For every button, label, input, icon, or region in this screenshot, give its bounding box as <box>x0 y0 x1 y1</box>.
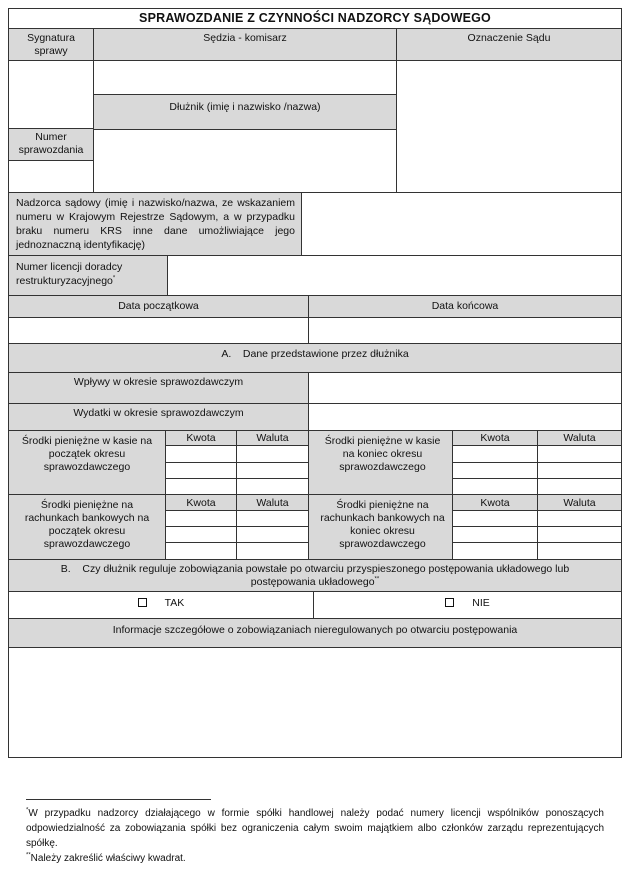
inflows-input[interactable] <box>308 372 622 404</box>
yes-label: TAK <box>164 597 185 609</box>
details-label-cell <box>8 618 622 648</box>
no-checkbox[interactable] <box>445 598 454 607</box>
cash-start-register-label: Środki pieniężne w kasie na początek okresu sprawozdawczego <box>21 435 153 473</box>
license-input[interactable] <box>167 255 622 296</box>
cash-end-register-amount-1[interactable] <box>452 445 538 463</box>
currency-header: Waluta <box>256 432 289 444</box>
cash-start-register-amount-2[interactable] <box>165 462 237 479</box>
report-number-label: Numer sprawozdania <box>18 131 84 156</box>
cash-end-bank-amount-3[interactable] <box>452 542 538 560</box>
cash-end-register-currency-1[interactable] <box>537 445 622 463</box>
date-start-input[interactable] <box>8 317 309 344</box>
supervisor-label-cell <box>8 192 302 256</box>
section-b-label: B. Czy dłużnik reguluje zobowiązania powstałe po otwarciu przyspieszonego postępowania układowego lub postępowania układowego <box>60 563 573 588</box>
cash-end-register-currency-3[interactable] <box>537 478 622 495</box>
footnote-1-text: W przypadku nadzorcy działającego w formie spółki handlowej należy podać numery licencji wspólników ponoszących odpowiedzialność za zobowiązania spółki bez ograniczenia całym swoim majątkiem albo członków zarządu reprezentujących spółkę. <box>26 808 604 849</box>
cash-start-register-amount-1[interactable] <box>165 445 237 463</box>
title-cell <box>8 8 622 29</box>
report-number-label-cell <box>8 128 94 161</box>
details-label: Informacje szczegółowe o zobowiązaniach nieregulowanych po otwarciu postępowania <box>112 624 518 636</box>
form-title: SPRAWOZDANIE Z CZYNNOŚCI NADZORCY SĄDOWEGO <box>139 11 491 25</box>
section-b-header <box>8 559 622 592</box>
cash-start-register-currency-1[interactable] <box>236 445 309 463</box>
expenses-label-cell <box>8 403 309 431</box>
judge-label-cell <box>93 28 397 61</box>
supervisor-input[interactable] <box>301 192 622 256</box>
report-form <box>8 8 622 758</box>
judge-label: Sędzia - komisarz <box>203 32 287 44</box>
amount-header: Kwota <box>186 497 216 509</box>
cash-start-bank-amount-2[interactable] <box>165 526 237 543</box>
currency-header: Waluta <box>563 432 596 444</box>
judge-input[interactable] <box>93 60 397 95</box>
details-input[interactable] <box>8 647 622 758</box>
case-signature-label: Sygnatura sprawy <box>27 32 75 57</box>
inflows-label: Wpływy w okresie sprawozdawczym <box>73 376 244 388</box>
cash-start-register-currency-3[interactable] <box>236 478 309 495</box>
license-label-text: Numer licencji doradcy restrukturyzacyjnego <box>16 261 123 287</box>
expenses-input[interactable] <box>308 403 622 431</box>
cash-start-register-label-cell <box>8 430 166 495</box>
section-b-footnote-mark: ** <box>374 576 380 583</box>
footnote-2-text: Należy zakreślić właściwy kwadrat. <box>30 853 186 864</box>
debtor-label-cell <box>93 94 397 130</box>
cash-start-bank-amount-3[interactable] <box>165 542 237 560</box>
cash-start-bank-currency-1[interactable] <box>236 510 309 527</box>
license-label <box>16 260 163 288</box>
section-b-question <box>49 563 581 589</box>
cash-start-bank-label-cell <box>8 494 166 560</box>
license-label-cell <box>8 255 168 296</box>
cash-end-bank-label-cell <box>308 494 453 560</box>
footnote-2 <box>26 851 604 866</box>
inflows-label-cell <box>8 372 309 404</box>
section-a-header <box>8 343 622 373</box>
no-label: NIE <box>472 597 490 609</box>
amount-header: Kwota <box>186 432 216 444</box>
cash-start-bank-currency-3[interactable] <box>236 542 309 560</box>
cash-start-register-currency-2[interactable] <box>236 462 309 479</box>
debtor-label: Dłużnik (imię i nazwisko /nazwa) <box>169 101 321 113</box>
cash-end-register-amount-3[interactable] <box>452 478 538 495</box>
court-input[interactable] <box>396 60 622 193</box>
cash-start-bank-label: Środki pieniężne na rachunkach bankowych na początek okresu sprawozdawczego <box>24 499 150 550</box>
cash-end-register-currency-header <box>537 430 622 446</box>
cash-end-bank-currency-header <box>537 494 622 511</box>
cash-end-bank-amount-1[interactable] <box>452 510 538 527</box>
yes-checkbox[interactable] <box>138 598 147 607</box>
section-a-label: A. Dane przedstawione przez dłużnika <box>221 348 409 360</box>
footnote-1-mark: * <box>26 807 29 814</box>
cash-end-register-amount-header <box>452 430 538 446</box>
cash-end-bank-label: Środki pieniężne na rachunkach bankowych na koniec okresu sprawozdawczego <box>320 499 445 550</box>
currency-header: Waluta <box>256 497 289 509</box>
report-number-input[interactable] <box>8 160 94 193</box>
cash-start-bank-currency-2[interactable] <box>236 526 309 543</box>
footnote-separator <box>26 799 211 800</box>
case-signature-input[interactable] <box>8 60 94 129</box>
cash-start-bank-currency-header <box>236 494 309 511</box>
amount-header: Kwota <box>480 497 510 509</box>
license-footnote-mark: * <box>112 275 116 282</box>
amount-header: Kwota <box>480 432 510 444</box>
date-start-label-cell <box>8 295 309 318</box>
case-signature-label-cell <box>8 28 94 61</box>
no-option-cell[interactable] <box>313 591 622 619</box>
cash-end-bank-currency-2[interactable] <box>537 526 622 543</box>
court-label-cell <box>396 28 622 61</box>
debtor-input[interactable] <box>93 129 397 193</box>
cash-start-register-currency-header <box>236 430 309 446</box>
cash-start-bank-amount-1[interactable] <box>165 510 237 527</box>
cash-end-register-label: Środki pieniężne w kasie na koniec okresu sprawozdawczego <box>324 435 441 473</box>
date-end-input[interactable] <box>308 317 622 344</box>
cash-end-register-amount-2[interactable] <box>452 462 538 479</box>
court-label: Oznaczenie Sądu <box>467 32 551 44</box>
cash-start-bank-amount-header <box>165 494 237 511</box>
date-start-label: Data początkowa <box>118 300 199 312</box>
date-end-label-cell <box>308 295 622 318</box>
cash-end-bank-amount-2[interactable] <box>452 526 538 543</box>
yes-option[interactable] <box>9 597 313 610</box>
cash-end-bank-currency-3[interactable] <box>537 542 622 560</box>
cash-end-register-currency-2[interactable] <box>537 462 622 479</box>
date-end-label: Data końcowa <box>431 300 499 312</box>
cash-end-register-label-cell <box>308 430 453 495</box>
yes-option-cell[interactable] <box>8 591 314 619</box>
expenses-label: Wydatki w okresie sprawozdawczym <box>73 407 244 419</box>
cash-end-bank-amount-header <box>452 494 538 511</box>
no-option[interactable] <box>314 597 621 610</box>
cash-start-register-amount-3[interactable] <box>165 478 237 495</box>
currency-header: Waluta <box>563 497 596 509</box>
cash-start-register-amount-header <box>165 430 237 446</box>
cash-end-bank-currency-1[interactable] <box>537 510 622 527</box>
footnote-2-mark: ** <box>26 852 31 859</box>
footnote-1 <box>26 806 604 851</box>
supervisor-label: Nadzorca sądowy (imię i nazwisko/nazwa, ze wskazaniem numeru w Krajowym Rejestrze Sądowym, a w przypadku braku numeru KRS inne dane umożliwiające jego jednoznaczną identyfikację) <box>16 197 295 251</box>
